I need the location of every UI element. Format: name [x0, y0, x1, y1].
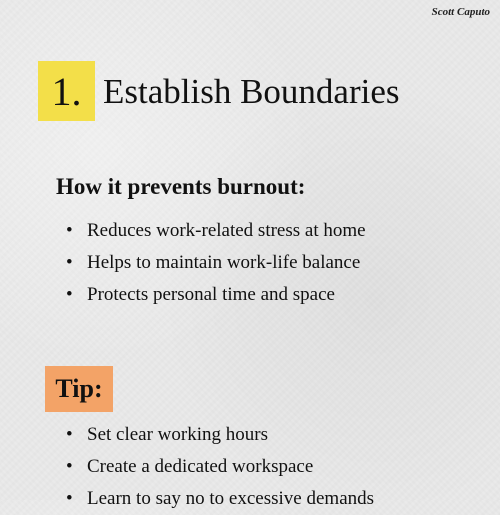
- tip-heading-badge: [45, 366, 113, 412]
- list-item: [66, 215, 366, 247]
- step-number-badge: [38, 61, 95, 121]
- prevents-list: [66, 215, 366, 311]
- page-title: Establish Boundaries: [103, 71, 400, 111]
- list-item: [66, 279, 366, 311]
- bullet-icon: •: [66, 488, 73, 509]
- tip-list: [66, 419, 374, 515]
- bullet-icon: •: [66, 424, 73, 445]
- prevents-heading: How it prevents burnout:: [56, 174, 306, 199]
- bullet-icon: •: [66, 252, 73, 273]
- list-item: [66, 451, 374, 483]
- list-item-text: Set clear working hours: [87, 424, 268, 445]
- list-item: [66, 419, 374, 451]
- bullet-icon: •: [66, 456, 73, 477]
- author-name: Scott Caputo: [431, 6, 490, 18]
- tip-heading: Tip:: [55, 374, 103, 403]
- list-item-text: Reduces work-related stress at home: [87, 220, 366, 241]
- list-item: [66, 247, 366, 279]
- list-item: [66, 483, 374, 515]
- list-item-text: Helps to maintain work-life balance: [87, 252, 361, 273]
- bullet-icon: •: [66, 220, 73, 241]
- list-item-text: Protects personal time and space: [87, 284, 335, 305]
- list-item-text: Create a dedicated workspace: [87, 456, 314, 477]
- step-number: 1.: [51, 68, 82, 114]
- bullet-icon: •: [66, 284, 73, 305]
- title-row: [38, 61, 400, 121]
- list-item-text: Learn to say no to excessive demands: [87, 488, 375, 509]
